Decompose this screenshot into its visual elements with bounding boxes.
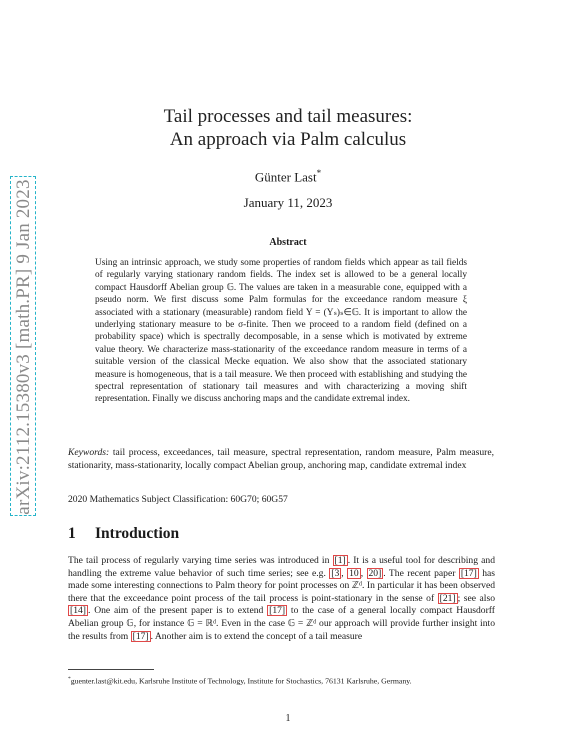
section-title: Introduction	[95, 525, 180, 542]
citation-link[interactable]: [1]	[334, 555, 346, 566]
intro-text: to the case of a general locally compact Hausdorff Abelian group 𝔾, for instance 𝔾 = ℝᵈ. Even in the case 𝔾 = ℤᵈ our approach will provide further insight into the results from	[68, 605, 495, 642]
footnote-text: guenter.last@kit.edu, Karlsruhe Institute of Technology, Institute for Stochastics, 76131 Karlsruhe, Germany.	[70, 676, 412, 686]
intro-text: . One aim of the present paper is to extend	[87, 605, 268, 617]
citation-link[interactable]: [17]	[460, 567, 477, 579]
intro-text: ,	[341, 567, 348, 579]
citation-link[interactable]: 10	[349, 567, 359, 579]
footnote-mark: *	[68, 676, 71, 682]
intro-text: has made some interesting connections to Palm theory for point processes on ℤᵈ. In particular it has been observed there that the exceedance point process of the tail process is point-stationary in the sense of	[68, 567, 495, 604]
footnote	[68, 674, 495, 687]
citation-link[interactable]: [3	[331, 567, 340, 579]
citation-link[interactable]: [14]	[70, 605, 86, 617]
intro-text: . Another aim is to extend the concept of a tail measure	[150, 630, 363, 642]
footnote-rule	[68, 669, 154, 670]
keywords-text: tail process, exceedances, tail measure, spectral representation, random measure, Palm measure, stationarity, mass-stationarity, locally compact Abelian group, anchoring map, candidate extremal index	[68, 447, 495, 471]
intro-text: . It is a useful tool for describing and handling the extreme value behavior of such time series; see e.g.	[68, 555, 495, 579]
msc-classification: 2020 Mathematics Subject Classification: 60G70; 60G57	[68, 494, 288, 505]
page-number: 1	[285, 713, 291, 724]
paper-title-line-2: An approach via Palm calculus	[169, 129, 407, 150]
section-heading	[68, 525, 494, 543]
paper-date: January 11, 2023	[243, 195, 333, 210]
author-footnote-mark[interactable]: *	[316, 168, 322, 178]
intro-text: ,	[360, 567, 367, 579]
section-number: 1	[68, 525, 76, 542]
keywords	[68, 447, 494, 472]
arxiv-stamp-text: arXiv:2112.15380v3 [math.PR] 9 Jan 2023	[13, 179, 34, 515]
intro-text: ; see also	[457, 592, 496, 604]
arxiv-stamp[interactable]	[10, 176, 36, 516]
keywords-label: Keywords:	[68, 447, 110, 458]
abstract-text: Using an intrinsic approach, we study some properties of random fields which appear as tail fields of regularly varying stationary random fields. The index set is allowed to be a general locally compact Hausdorff Abelian group 𝔾. The values are taken in a measurable cone, equipped with a pseudo norm. We first discuss some Palm formulas for the exceedance random measure ξ associated with a stationary (measurable) random field Y = (Yₛ)ₛ∈𝔾. It is important to allow the underlying stationary measure to be σ-finite. Then we proceed to a random field (defined on a probability space) which is spectrally decomposable, in a sense which is motivated by extreme value theory. We characterize mass-stationarity of the exceedance random measure in terms of a suitable version of the classical Mecke equation. We also show that the associated stationary measure is homogeneous, that is a tail measure. We then proceed with establishing and studying the spectral representation of stationary tail measures and with characterizing a moving shift representation. Finally we discuss anchoring maps and the candidate extremal index.	[95, 258, 467, 405]
citation-link[interactable]: [21]	[439, 592, 456, 604]
paper-title-line-1: Tail processes and tail measures:	[163, 106, 413, 127]
citation-link[interactable]: [17]	[269, 605, 286, 617]
intro-text: The tail process of regularly varying time series was introduced in	[68, 555, 333, 566]
intro-paragraph	[68, 555, 495, 643]
intro-text: . The recent paper	[383, 567, 459, 579]
author-name: Günter Last	[254, 169, 317, 185]
abstract-heading: Abstract	[269, 237, 307, 248]
citation-link[interactable]: [17]	[132, 630, 149, 642]
citation-link[interactable]: 20]	[368, 567, 382, 579]
author	[0, 168, 576, 185]
